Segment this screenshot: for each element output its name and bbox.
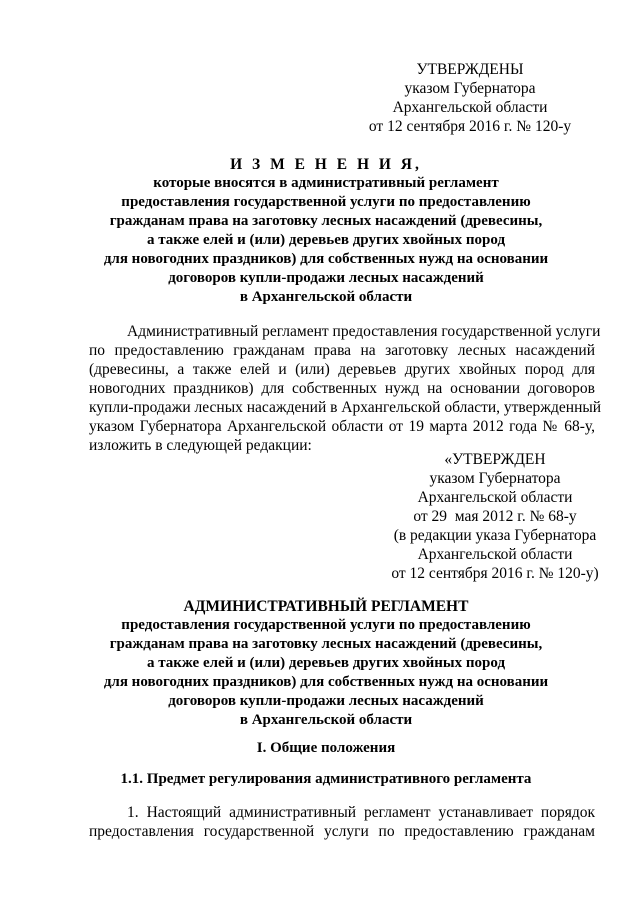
paragraph-line: новогодних праздников) для собственных нужд на основании договоров	[89, 380, 595, 397]
approval-header-line: УТВЕРЖДЕНЫ	[416, 61, 524, 78]
approval-header	[330, 60, 610, 136]
regulation-title	[60, 597, 592, 730]
approval-header-line: Архангельской области	[392, 99, 548, 116]
changes-title-line: договоров купли-продажи лесных насаждений	[168, 270, 484, 286]
changes-title-line: предоставления государственной услуги по предоставлению	[121, 194, 531, 210]
paragraph-line: по предоставлению гражданам права на заготовку лесных насаждений	[89, 342, 595, 359]
approval-header-line: от 12 сентября 2016 г. № 120-у	[368, 118, 572, 135]
changes-title-line: а также елей и (или) деревьев других хвойных пород	[146, 232, 506, 248]
section-heading: I. Общие положения	[256, 740, 396, 756]
subsection-heading: 1.1. Предмет регулирования административного регламента	[120, 771, 532, 787]
regulation-title-line: в Архангельской области	[239, 712, 413, 728]
regulation-title-line: предоставления государственной услуги по предоставлению	[121, 617, 531, 633]
approval-header-line: указом Губернатора	[404, 80, 536, 97]
changes-title	[60, 155, 592, 307]
approval-quote-line: указом Губернатора	[429, 470, 561, 487]
paragraph-line: Административный регламент предоставления государственной услуги	[127, 323, 601, 340]
changes-title-line: гражданам права на заготовку лесных насаждений (древесины,	[109, 213, 543, 229]
approval-quote-line: от 29 мая 2012 г. № 68-у	[413, 508, 577, 525]
paragraph-line: предоставления государственной услуги по предоставлению гражданам	[89, 823, 595, 840]
approval-quote-line: «УТВЕРЖДЕН	[444, 451, 546, 468]
paragraph-line: указом Губернатора Архангельской области от 19 марта 2012 года № 68-у,	[89, 418, 595, 435]
paragraph-line: (древесины, а также елей и (или) деревьев других хвойных пород для	[89, 361, 595, 378]
regulation-title-line: гражданам права на заготовку лесных насаждений (древесины,	[109, 636, 543, 652]
regulation-title-line: договоров купли-продажи лесных насаждений	[168, 693, 484, 709]
paragraph-1	[89, 803, 595, 841]
regulation-title-line: а также елей и (или) деревьев других хвойных пород	[146, 655, 506, 671]
changes-heading: И З М Е Н Е Н И Я,	[230, 156, 422, 173]
approval-quote-line: от 12 сентября 2016 г. № 120-у)	[391, 565, 599, 582]
paragraph-line: 1. Настоящий административный регламент устанавливает порядок	[127, 804, 595, 821]
approval-quote-line: (в редакции указа Губернатора	[393, 527, 597, 544]
paragraph-line: изложить в следующей редакции:	[89, 437, 312, 454]
regulation-title-line: для новогодних праздников) для собственных нужд на основании	[103, 674, 549, 690]
approval-quote-line: Архангельской области	[417, 546, 573, 563]
paragraph-line: купли-продажи лесных насаждений в Архангельской области, утвержденный	[89, 399, 602, 416]
regulation-heading: АДМИНИСТРАТИВНЫЙ РЕГЛАМЕНТ	[183, 598, 469, 615]
approval-quote	[355, 450, 635, 583]
changes-title-line: для новогодних праздников) для собственных нужд на основании	[103, 251, 549, 267]
changes-title-line: которые вносятся в административный регламент	[153, 175, 499, 191]
approval-quote-line: Архангельской области	[417, 489, 573, 506]
intro-paragraph	[89, 322, 602, 455]
changes-title-line: в Архангельской области	[239, 289, 413, 305]
